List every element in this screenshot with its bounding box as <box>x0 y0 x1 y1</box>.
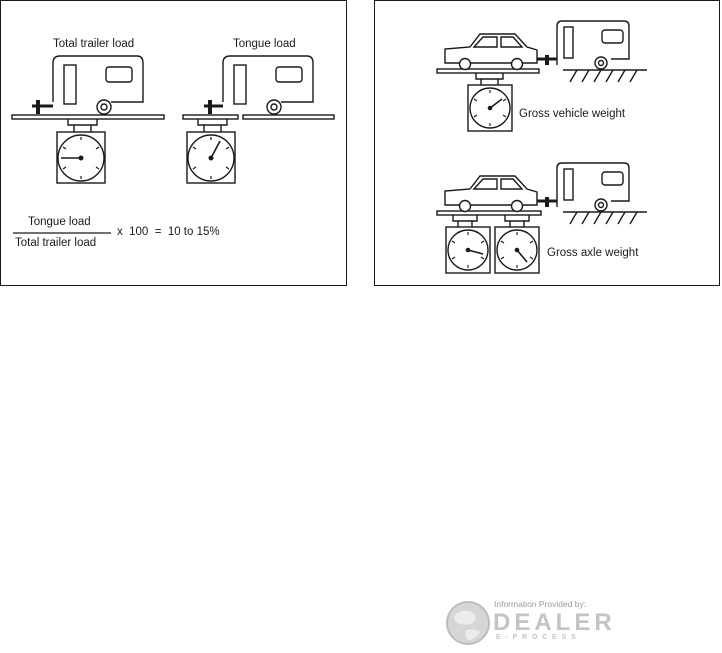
car-wheel <box>512 201 523 212</box>
trailer-wheel <box>595 199 607 211</box>
watermark-brand: DEALER <box>493 609 616 636</box>
scale-connector <box>204 125 221 132</box>
trailer-body <box>53 56 143 102</box>
watermark-tagline: E-PROCESS <box>496 634 581 641</box>
vehicle-weight-panel <box>374 0 720 286</box>
formula-denominator: Total trailer load <box>15 237 97 249</box>
scale-connector <box>74 125 91 132</box>
ground-hatch <box>570 70 637 82</box>
trailer-load-panel <box>0 0 347 286</box>
scale-connector <box>68 119 97 125</box>
car-wheel <box>460 201 471 212</box>
formula-expression: x 100 = 10 to 15% <box>117 226 220 238</box>
gauge-pivot <box>515 248 520 253</box>
trailer-body <box>223 56 313 102</box>
ground-platform <box>243 115 334 119</box>
globe-logo-icon <box>444 598 492 646</box>
scale-platform <box>12 115 164 119</box>
label-total-trailer-load: Total trailer load <box>53 38 135 50</box>
scale-connector <box>510 221 524 227</box>
ground-hatch <box>570 212 637 224</box>
scale-connector <box>458 221 472 227</box>
scale-connector <box>476 73 503 79</box>
label-gross-axle-weight: Gross axle weight <box>547 247 639 259</box>
scale-connector <box>505 215 529 221</box>
scale-platform <box>437 69 539 73</box>
tongue-scale-platform <box>183 115 238 119</box>
trailer-wheel <box>595 57 607 69</box>
gauge-pivot <box>466 248 471 253</box>
car-wheel <box>460 59 471 70</box>
gauge-pivot <box>79 156 84 161</box>
trailer-wheel <box>97 100 111 114</box>
scale-connector <box>481 79 498 85</box>
scale-connector <box>198 119 227 125</box>
vehicle-weight-diagram <box>375 1 721 287</box>
formula-numerator: Tongue load <box>28 216 91 228</box>
car-body <box>445 34 537 63</box>
trailer-wheel <box>267 100 281 114</box>
watermark-caption: Information Provided by: <box>494 599 587 609</box>
gauge-pivot <box>488 106 493 111</box>
gauge-pivot <box>209 156 214 161</box>
trailer-wheel-hub <box>101 104 107 110</box>
scale-connector <box>453 215 477 221</box>
label-gross-vehicle-weight: Gross vehicle weight <box>519 108 626 120</box>
car-wheel <box>512 59 523 70</box>
trailer-wheel-hub <box>271 104 277 110</box>
car-body <box>445 176 537 205</box>
scale-platform <box>437 211 541 215</box>
label-tongue-load: Tongue load <box>233 38 296 50</box>
